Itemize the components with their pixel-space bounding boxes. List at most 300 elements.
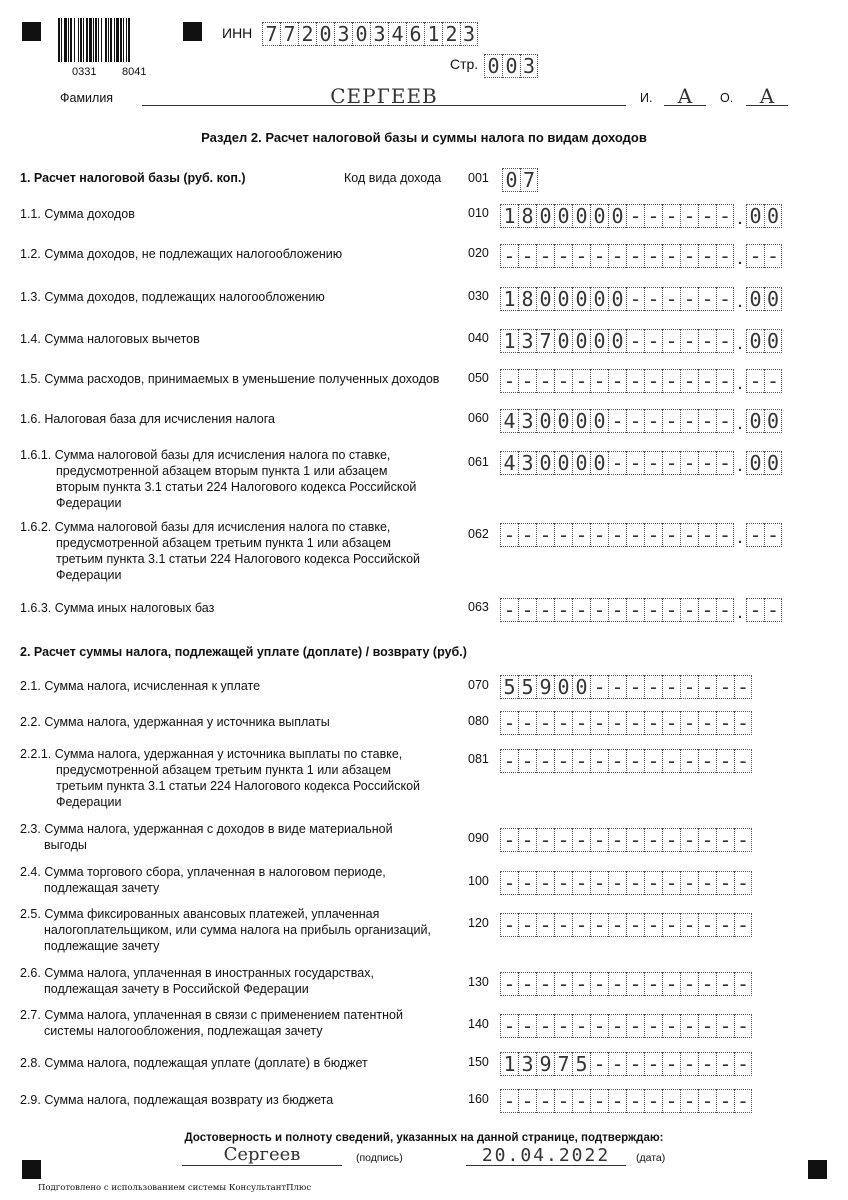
row-label-160: 2.9. Сумма налога, подлежащая возврату из бюджета <box>20 1093 334 1107</box>
rub-digit-cell: - <box>536 523 554 547</box>
inn-digit-cell: 7 <box>280 22 298 46</box>
rub-digit-cell: - <box>698 204 716 228</box>
rub-digit-cell: - <box>626 1014 644 1038</box>
rub-digit-cell: - <box>554 972 572 996</box>
rub-digit-cell: - <box>680 204 698 228</box>
row-label-cont-061: вторым пункта 3.1 статьи 224 Налогового кодекса Российской <box>56 480 417 494</box>
rub-digit-cell: - <box>626 369 644 393</box>
page-digit-cell: 0 <box>502 54 520 78</box>
barcode-image <box>58 18 168 64</box>
rub-digit-cell: - <box>500 1014 518 1038</box>
amount-field-081[interactable] <box>500 749 752 773</box>
rub-digit-cell: - <box>716 204 734 228</box>
rub-digit-cell: - <box>662 749 680 773</box>
row-label-cont-061: Федерации <box>56 496 122 510</box>
name-initial-label: И. <box>640 91 653 105</box>
rub-digit-cell: - <box>608 598 626 622</box>
signature-line <box>182 1165 342 1166</box>
line-code-062: 062 <box>468 527 489 541</box>
rub-digit-cell: - <box>716 287 734 311</box>
rub-digit-cell: 1 <box>500 1052 518 1076</box>
rub-digit-cell: 0 <box>554 287 572 311</box>
rub-digit-cell: - <box>626 972 644 996</box>
rub-digit-cell: - <box>608 523 626 547</box>
amount-field-063[interactable] <box>500 598 782 622</box>
rub-digit-cell: - <box>644 598 662 622</box>
rub-digit-cell: - <box>590 244 608 268</box>
rub-digit-cell: - <box>608 972 626 996</box>
kop-digit-cell: 0 <box>746 204 764 228</box>
rub-digit-cell: - <box>644 871 662 895</box>
rub-digit-cell: - <box>554 828 572 852</box>
name-initial-value[interactable]: А <box>677 84 693 108</box>
rub-digit-cell: - <box>716 369 734 393</box>
rub-digit-cell: - <box>518 711 536 735</box>
rub-digit-cell: - <box>608 451 626 475</box>
row-label-150: 2.8. Сумма налога, подлежащая уплате (доплате) в бюджет <box>20 1056 368 1070</box>
row-label-063: 1.6.3. Сумма иных налоговых баз <box>20 601 215 615</box>
rub-digit-cell: - <box>716 409 734 433</box>
rub-digit-cell: - <box>518 871 536 895</box>
inn-digit-cell: 0 <box>316 22 334 46</box>
rub-digit-cell: 5 <box>500 675 518 699</box>
rub-digit-cell: - <box>608 871 626 895</box>
line-code-060: 060 <box>468 411 489 425</box>
rub-digit-cell: 0 <box>554 329 572 353</box>
rub-digit-cell: - <box>698 913 716 937</box>
rub-digit-cell: 0 <box>572 451 590 475</box>
row-label-cont-061: предусмотренной абзацем вторым пункта 1 или абзацем <box>56 464 388 478</box>
page-label: Стр. <box>450 56 479 72</box>
rub-digit-cell: - <box>518 913 536 937</box>
surname-value[interactable]: СЕРГЕЕВ <box>330 84 438 108</box>
page-number-field[interactable] <box>484 54 538 78</box>
kop-digit-cell: 0 <box>764 329 782 353</box>
rub-digit-cell: - <box>680 871 698 895</box>
rub-digit-cell: - <box>698 972 716 996</box>
rub-digit-cell: 0 <box>572 409 590 433</box>
corner-marker-top-mid <box>183 22 202 41</box>
rub-digit-cell: - <box>500 244 518 268</box>
rub-digit-cell: - <box>500 749 518 773</box>
patronymic-initial-value[interactable]: А <box>759 84 775 108</box>
rub-digit-cell: - <box>680 244 698 268</box>
inn-digit-cell: 4 <box>388 22 406 46</box>
rub-digit-cell: - <box>572 1089 590 1113</box>
row-label-050: 1.5. Сумма расходов, принимаемых в уменьшение полученных доходов <box>20 372 440 386</box>
rub-digit-cell: - <box>644 204 662 228</box>
rub-digit-cell: 0 <box>590 451 608 475</box>
rub-digit-cell: - <box>626 1052 644 1076</box>
rub-digit-cell: 0 <box>608 329 626 353</box>
rub-digit-cell: - <box>698 828 716 852</box>
rub-digit-cell: - <box>680 598 698 622</box>
amount-field-070[interactable] <box>500 675 752 699</box>
page-digit-cell: 3 <box>520 54 538 78</box>
rub-digit-cell: - <box>644 828 662 852</box>
rub-digit-cell: - <box>644 1052 662 1076</box>
amount-field-061[interactable] <box>500 451 782 475</box>
decimal-point: . <box>737 372 743 394</box>
rub-digit-cell: - <box>536 1089 554 1113</box>
rub-digit-cell: - <box>716 749 734 773</box>
signature-value[interactable]: Сергеев <box>223 1144 301 1165</box>
confirm-text: Достоверность и полноту сведений, указанных на данной странице, подтверждаю: <box>184 1132 664 1144</box>
rub-digit-cell: - <box>716 1089 734 1113</box>
kop-digit-cell: 0 <box>764 451 782 475</box>
rub-digit-cell: 3 <box>518 329 536 353</box>
rub-digit-cell: - <box>590 972 608 996</box>
rub-digit-cell: - <box>608 1089 626 1113</box>
rub-digit-cell: - <box>734 749 752 773</box>
kop-digit-cell: - <box>746 369 764 393</box>
rub-digit-cell: - <box>698 1014 716 1038</box>
line-code-140: 140 <box>468 1017 489 1031</box>
row-label-cont-081: Федерации <box>56 795 122 809</box>
rub-digit-cell: - <box>500 369 518 393</box>
rub-digit-cell: - <box>518 828 536 852</box>
rub-digit-cell: - <box>662 369 680 393</box>
row-label-060: 1.6. Налоговая база для исчисления налога <box>20 412 275 426</box>
rub-digit-cell: - <box>680 287 698 311</box>
rub-digit-cell: - <box>590 1052 608 1076</box>
amount-field-130[interactable] <box>500 972 752 996</box>
rub-digit-cell: - <box>662 1089 680 1113</box>
decimal-point: . <box>737 247 743 269</box>
rub-digit-cell: - <box>554 913 572 937</box>
income-code-field[interactable] <box>502 168 538 192</box>
rub-digit-cell: - <box>716 244 734 268</box>
rub-digit-cell: - <box>572 1014 590 1038</box>
rub-digit-cell: - <box>734 913 752 937</box>
rub-digit-cell: - <box>716 972 734 996</box>
rub-digit-cell: - <box>680 329 698 353</box>
rub-digit-cell: - <box>554 871 572 895</box>
kop-digit-cell: - <box>746 598 764 622</box>
rub-digit-cell: - <box>698 675 716 699</box>
rub-digit-cell: - <box>662 523 680 547</box>
rub-digit-cell: 5 <box>518 675 536 699</box>
rub-digit-cell: - <box>698 409 716 433</box>
rub-digit-cell: - <box>572 972 590 996</box>
rub-digit-cell: - <box>644 523 662 547</box>
row-label-cont-140: системы налогообложения, подлежащая зачету <box>44 1024 323 1038</box>
row-label-120: 2.5. Сумма фиксированных авансовых платежей, уплаченная <box>20 907 380 921</box>
rub-digit-cell: - <box>662 451 680 475</box>
rub-digit-cell: - <box>554 1089 572 1113</box>
rub-digit-cell: - <box>536 828 554 852</box>
rub-digit-cell: - <box>734 711 752 735</box>
surname-label: Фамилия <box>60 91 114 105</box>
line-code-120: 120 <box>468 916 489 930</box>
rub-digit-cell: 3 <box>518 409 536 433</box>
rub-digit-cell: - <box>626 711 644 735</box>
rub-digit-cell: - <box>518 972 536 996</box>
rub-digit-cell: - <box>680 972 698 996</box>
inn-digit-cell: 7 <box>262 22 280 46</box>
amount-field-120[interactable] <box>500 913 752 937</box>
rub-digit-cell: - <box>500 828 518 852</box>
rub-digit-cell: - <box>572 244 590 268</box>
amount-field-140[interactable] <box>500 1014 752 1038</box>
rub-digit-cell: - <box>734 828 752 852</box>
line-code-100: 100 <box>468 874 489 888</box>
amount-field-090[interactable] <box>500 828 752 852</box>
barcode-right-number: 8041 <box>122 66 147 78</box>
line-code-081: 081 <box>468 752 489 766</box>
rub-digit-cell: - <box>644 329 662 353</box>
rub-digit-cell: - <box>626 287 644 311</box>
income-code-digit-cell: 7 <box>520 168 538 192</box>
rub-digit-cell: - <box>572 749 590 773</box>
rub-digit-cell: 0 <box>536 409 554 433</box>
amount-field-010[interactable] <box>500 204 782 228</box>
rub-digit-cell: - <box>662 675 680 699</box>
rub-digit-cell: - <box>554 749 572 773</box>
rub-digit-cell: 0 <box>572 204 590 228</box>
rub-digit-cell: - <box>554 523 572 547</box>
rub-digit-cell: 9 <box>536 1052 554 1076</box>
rub-digit-cell: - <box>662 1014 680 1038</box>
rub-digit-cell: - <box>644 451 662 475</box>
amount-field-080[interactable] <box>500 711 752 735</box>
amount-field-030[interactable] <box>500 287 782 311</box>
rub-digit-cell: - <box>536 711 554 735</box>
rub-digit-cell: - <box>698 523 716 547</box>
kop-digit-cell: 0 <box>746 451 764 475</box>
rub-digit-cell: 8 <box>518 287 536 311</box>
rub-digit-cell: 3 <box>518 451 536 475</box>
rub-digit-cell: - <box>554 711 572 735</box>
rub-digit-cell: - <box>608 711 626 735</box>
rub-digit-cell: - <box>680 828 698 852</box>
rub-digit-cell: - <box>608 1052 626 1076</box>
corner-marker-top-left <box>22 22 41 41</box>
inn-field[interactable] <box>262 22 478 46</box>
rub-digit-cell: - <box>698 871 716 895</box>
rub-digit-cell: 0 <box>590 287 608 311</box>
rub-digit-cell: - <box>590 369 608 393</box>
rub-digit-cell: - <box>500 523 518 547</box>
rub-digit-cell: - <box>626 409 644 433</box>
rub-digit-cell: - <box>626 1089 644 1113</box>
line-code-080: 080 <box>468 714 489 728</box>
rub-digit-cell: 0 <box>572 287 590 311</box>
rub-digit-cell: 0 <box>536 451 554 475</box>
rub-digit-cell: - <box>680 913 698 937</box>
patronymic-initial-label: О. <box>720 91 734 105</box>
inn-digit-cell: 3 <box>460 22 478 46</box>
decimal-point: . <box>737 332 743 354</box>
rub-digit-cell: 1 <box>500 287 518 311</box>
rub-digit-cell: - <box>698 1052 716 1076</box>
rub-digit-cell: - <box>608 369 626 393</box>
rub-digit-cell: - <box>536 749 554 773</box>
rub-digit-cell: 0 <box>572 329 590 353</box>
rub-digit-cell: - <box>644 913 662 937</box>
line-code-070: 070 <box>468 678 489 692</box>
rub-digit-cell: - <box>608 675 626 699</box>
rub-digit-cell: - <box>554 1014 572 1038</box>
row-label-040: 1.4. Сумма налоговых вычетов <box>20 332 200 346</box>
rub-digit-cell: - <box>608 828 626 852</box>
amount-field-040[interactable] <box>500 329 782 353</box>
rub-digit-cell: - <box>680 1089 698 1113</box>
rub-digit-cell: - <box>572 711 590 735</box>
row-label-062: 1.6.2. Сумма налоговой базы для исчисления налога по ставке, <box>20 520 391 534</box>
rub-digit-cell: - <box>662 244 680 268</box>
rub-digit-cell: 0 <box>590 329 608 353</box>
rub-digit-cell: 0 <box>554 451 572 475</box>
decimal-point: . <box>737 412 743 434</box>
line-code-063: 063 <box>468 600 489 614</box>
kop-digit-cell: 0 <box>746 287 764 311</box>
line-code-160: 160 <box>468 1092 489 1106</box>
rub-digit-cell: - <box>536 1014 554 1038</box>
rub-digit-cell: - <box>680 1052 698 1076</box>
rub-digit-cell: - <box>536 369 554 393</box>
row-label-cont-062: предусмотренной абзацем третьим пункта 1 или абзацем <box>56 536 392 550</box>
rub-digit-cell: - <box>572 828 590 852</box>
rub-digit-cell: - <box>626 749 644 773</box>
amount-field-160[interactable] <box>500 1089 752 1113</box>
part1-title: 1. Расчет налоговой базы (руб. коп.) <box>20 171 246 185</box>
row-label-070: 2.1. Сумма налога, исчисленная к уплате <box>20 679 261 693</box>
rub-digit-cell: 5 <box>572 1052 590 1076</box>
rub-digit-cell: - <box>698 244 716 268</box>
rub-digit-cell: - <box>716 871 734 895</box>
rub-digit-cell: - <box>626 204 644 228</box>
rub-digit-cell: - <box>734 1052 752 1076</box>
rub-digit-cell: - <box>680 1014 698 1038</box>
row-label-081: 2.2.1. Сумма налога, удержанная у источника выплаты по ставке, <box>20 747 403 761</box>
line-code-150: 150 <box>468 1055 489 1069</box>
rub-digit-cell: - <box>644 369 662 393</box>
date-value[interactable]: 20.04.2022 <box>481 1145 611 1166</box>
rub-digit-cell: - <box>698 749 716 773</box>
rub-digit-cell: - <box>608 244 626 268</box>
inn-digit-cell: 1 <box>424 22 442 46</box>
line-code-010: 010 <box>468 206 489 220</box>
rub-digit-cell: - <box>572 598 590 622</box>
rub-digit-cell: - <box>590 871 608 895</box>
kop-digit-cell: - <box>764 598 782 622</box>
row-label-cont-100: подлежащая зачету <box>44 881 160 895</box>
rub-digit-cell: - <box>662 204 680 228</box>
rub-digit-cell: - <box>662 287 680 311</box>
rub-digit-cell: - <box>608 749 626 773</box>
rub-digit-cell: 7 <box>536 329 554 353</box>
rub-digit-cell: 0 <box>608 287 626 311</box>
rub-digit-cell: - <box>716 523 734 547</box>
rub-digit-cell: - <box>680 409 698 433</box>
rub-digit-cell: - <box>626 329 644 353</box>
income-code-line-number: 001 <box>468 171 489 185</box>
row-label-140: 2.7. Сумма налога, уплаченная в связи с применением патентной <box>20 1008 403 1022</box>
rub-digit-cell: 0 <box>608 204 626 228</box>
rub-digit-cell: - <box>590 523 608 547</box>
amount-field-100[interactable] <box>500 871 752 895</box>
rub-digit-cell: - <box>518 523 536 547</box>
income-code-digit-cell: 0 <box>502 168 520 192</box>
amount-field-062[interactable] <box>500 523 782 547</box>
rub-digit-cell: - <box>644 675 662 699</box>
corner-marker-bottom-right <box>808 1160 827 1179</box>
rub-digit-cell: - <box>626 523 644 547</box>
inn-digit-cell: 0 <box>352 22 370 46</box>
decimal-point: . <box>737 290 743 312</box>
rub-digit-cell: - <box>626 244 644 268</box>
decimal-point: . <box>737 207 743 229</box>
amount-field-020[interactable] <box>500 244 782 268</box>
rub-digit-cell: 7 <box>554 1052 572 1076</box>
section-title: Раздел 2. Расчет налоговой базы и суммы налога по видам доходов <box>201 130 647 145</box>
kop-digit-cell: 0 <box>764 409 782 433</box>
row-label-130: 2.6. Сумма налога, уплаченная в иностранных государствах, <box>20 966 374 980</box>
rub-digit-cell: - <box>662 329 680 353</box>
row-label-cont-120: подлежащие зачету <box>44 939 160 953</box>
rub-digit-cell: - <box>590 828 608 852</box>
page-digit-cell: 0 <box>484 54 502 78</box>
row-label-cont-081: третьим пункта 3.1 статьи 224 Налогового кодекса Российской <box>56 779 421 793</box>
rub-digit-cell: - <box>518 369 536 393</box>
signature-label: (подпись) <box>356 1152 403 1164</box>
rub-digit-cell: - <box>716 1052 734 1076</box>
rub-digit-cell: - <box>590 913 608 937</box>
rub-digit-cell: - <box>590 1014 608 1038</box>
rub-digit-cell: - <box>554 598 572 622</box>
corner-marker-bottom-left <box>22 1160 41 1179</box>
barcode-left-number: 0331 <box>72 66 97 78</box>
rub-digit-cell: - <box>716 675 734 699</box>
rub-digit-cell: - <box>644 749 662 773</box>
rub-digit-cell: - <box>536 871 554 895</box>
rub-digit-cell: - <box>518 244 536 268</box>
rub-digit-cell: - <box>698 1089 716 1113</box>
rub-digit-cell: - <box>662 871 680 895</box>
kop-digit-cell: 0 <box>764 287 782 311</box>
prepared-by-note: Подготовлено с использованием системы КонсультантПлюс <box>38 1183 312 1193</box>
rub-digit-cell: - <box>680 523 698 547</box>
rub-digit-cell: - <box>662 972 680 996</box>
kop-digit-cell: - <box>746 523 764 547</box>
kop-digit-cell: - <box>764 369 782 393</box>
rub-digit-cell: - <box>626 675 644 699</box>
rub-digit-cell: - <box>680 675 698 699</box>
row-label-cont-062: третьим пункта 3.1 статьи 224 Налогового кодекса Российской <box>56 552 421 566</box>
amount-field-150[interactable] <box>500 1052 752 1076</box>
rub-digit-cell: - <box>500 598 518 622</box>
amount-field-050[interactable] <box>500 369 782 393</box>
rub-digit-cell: - <box>500 972 518 996</box>
rub-digit-cell: - <box>644 711 662 735</box>
amount-field-060[interactable] <box>500 409 782 433</box>
line-code-050: 050 <box>468 371 489 385</box>
rub-digit-cell: - <box>644 1089 662 1113</box>
rub-digit-cell: - <box>608 913 626 937</box>
rub-digit-cell: - <box>536 972 554 996</box>
rub-digit-cell: - <box>626 871 644 895</box>
rub-digit-cell: - <box>716 451 734 475</box>
rub-digit-cell: - <box>608 409 626 433</box>
rub-digit-cell: - <box>626 913 644 937</box>
rub-digit-cell: - <box>644 972 662 996</box>
decimal-point: . <box>737 526 743 548</box>
rub-digit-cell: - <box>500 871 518 895</box>
rub-digit-cell: - <box>662 828 680 852</box>
rub-digit-cell: - <box>590 711 608 735</box>
line-code-130: 130 <box>468 975 489 989</box>
